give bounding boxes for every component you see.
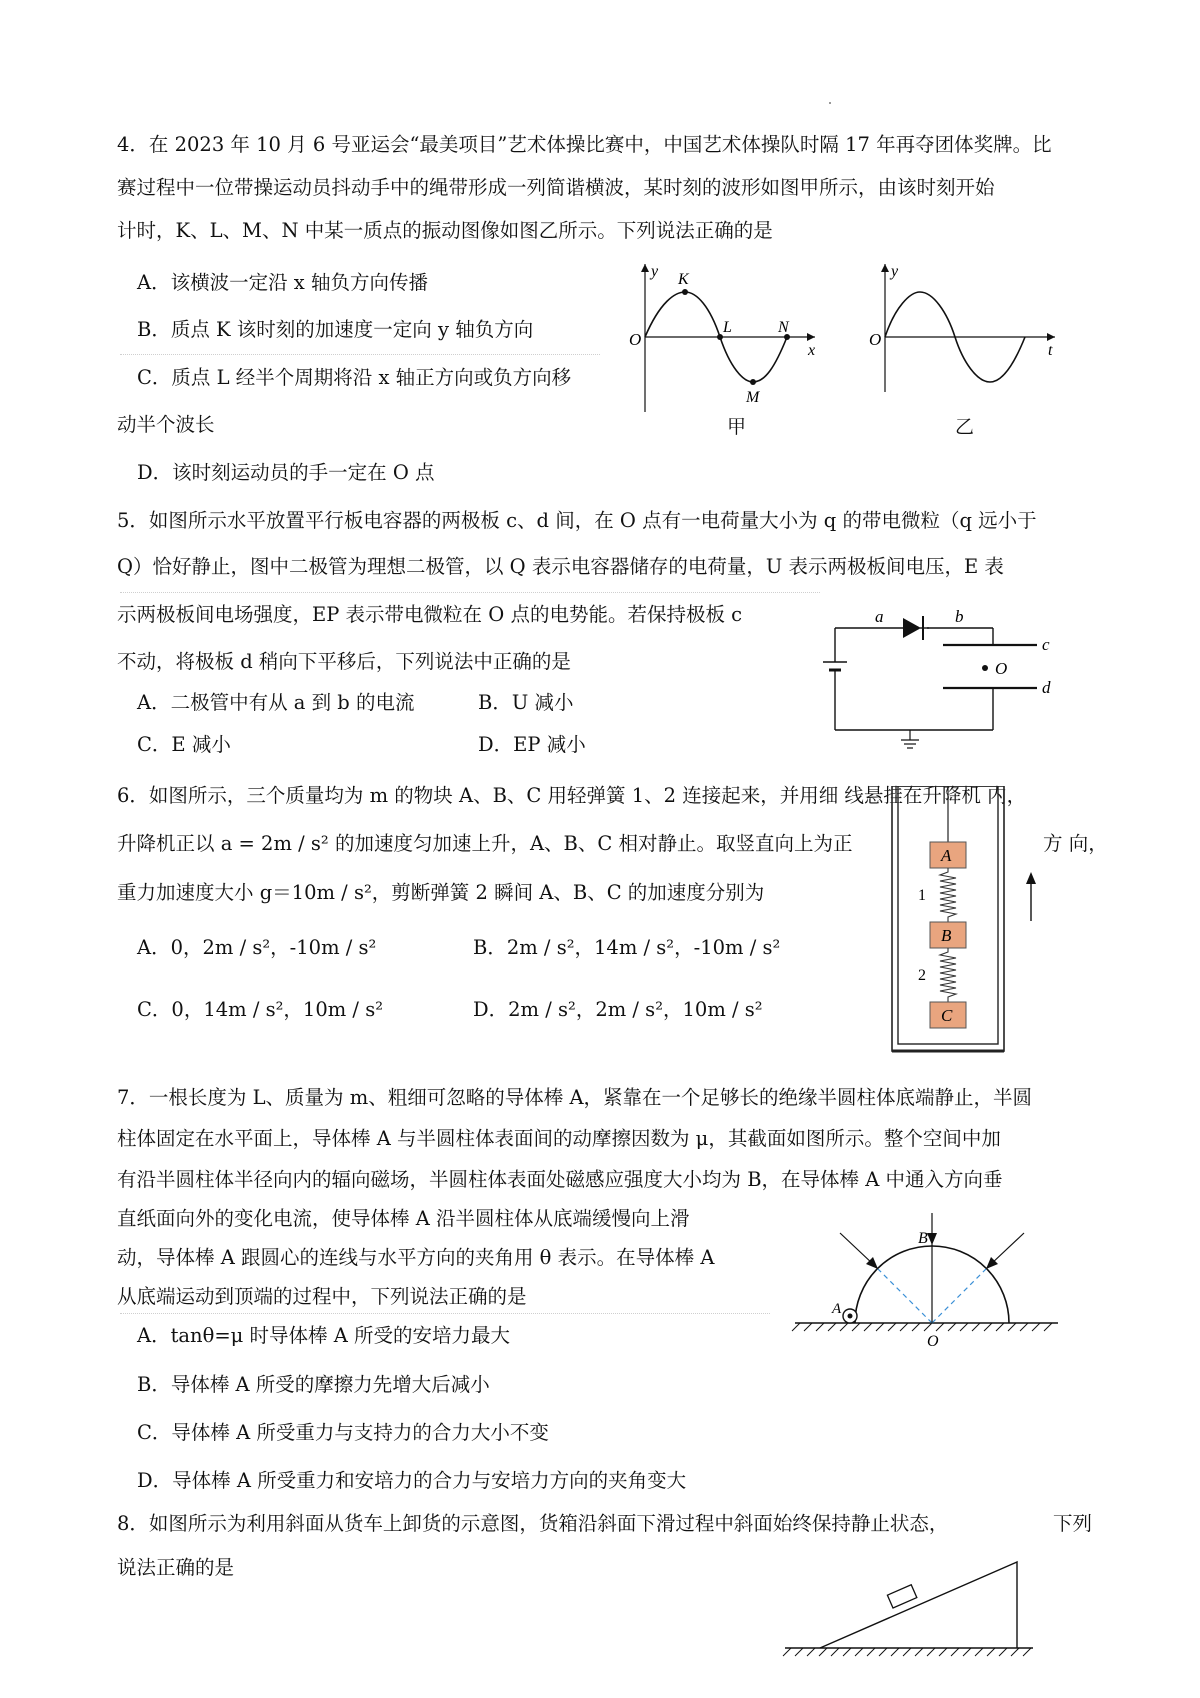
q6-stem-line1: 6．如图所示，三个质量均为 m 的物块 A、B、C 用轻弹簧 1、2 连接起来，并用细 线悬挂在升降机 内， [117,784,1027,807]
figure-capacitor-circuit [815,600,1065,760]
jia-m-label: M [746,389,760,406]
figure-yi-caption: 乙 [955,416,975,438]
yi-y-label: y [891,263,899,280]
divider [120,1313,770,1314]
q4-option-c-line2: 动半个波长 [117,413,215,436]
field-b-label: B [918,1230,928,1247]
divider [120,354,600,355]
jia-y-label: y [651,263,659,280]
q6-stem-line2-end: 方 向， [1043,832,1108,855]
q5-stem-line3: 示两极板间电场强度，EP 表示带电微粒在 O 点的电势能。若保持极板 c [117,603,743,626]
spring-2-label: 2 [918,967,926,984]
circuit-c-label: c [1042,635,1050,654]
yi-t-label: t [1048,342,1053,359]
figure-elevator [890,786,1050,1056]
q8-stem-line2: 说法正确的是 [117,1556,235,1579]
q7-stem-line5: 动，导体棒 A 跟圆心的连线与水平方向的夹角用 θ 表示。在导体棒 A [117,1246,715,1269]
q6-option-c: C．0，14m / s²，10m / s² [137,998,384,1021]
q4-stem-line1: 4．在 2023 年 10 月 6 号亚运会“最美项目”艺术体操比赛中，中国艺术体操队时隔 17 年再夺团体奖牌。比 [117,133,1052,156]
jia-n-label: N [778,319,789,336]
q6-stem-line3: 重力加速度大小 g＝10m / s²，剪断弹簧 2 瞬间 A、B、C 的加速度分别为 [117,881,765,904]
circuit-b-label: b [955,607,964,626]
q7-stem-line1: 7．一根长度为 L、质量为 m、粗细可忽略的导体棒 A，紧靠在一个足够长的绝缘半圆柱体底端静止，半圆 [117,1086,1033,1109]
spring-1-label: 1 [918,887,926,904]
q4-option-c-line1: C．质点 L 经半个周期将沿 x 轴正方向或负方向移 [137,366,572,389]
q7-stem-line3: 有沿半圆柱体半径向内的辐向磁场，半圆柱体表面处磁感应强度大小均为 B，在导体棒 A 中通入方向垂 [117,1168,1003,1191]
circuit-o-label: O [995,659,1008,678]
q7-stem-line2: 柱体固定在水平面上，导体棒 A 与半圆柱体表面间的动摩擦因数为 μ，其截面如图所示。整个空间中加 [117,1127,1001,1150]
q6-option-d: D．2m / s²，2m / s²，10m / s² [473,998,763,1021]
page-dot [829,102,831,104]
q5-option-b: B．U 减小 [478,691,574,714]
q4-stem-line3: 计时，K、L、M、N 中某一质点的振动图像如图乙所示。下列说法正确的是 [117,219,773,242]
block-a-label: A [941,846,952,865]
q7-option-d: D．导体棒 A 所受重力和安培力的合力与安培力方向的夹角变大 [137,1469,687,1492]
figure-jia-wave [615,262,825,432]
q8-stem-line1: 8．如图所示为利用斜面从货车上卸货的示意图，货箱沿斜面下滑过程中斜面始终保持静止状态， [117,1512,949,1535]
jia-origin-label: O [629,330,642,349]
q5-stem-line2: Q）恰好静止，图中二极管为理想二极管，以 Q 表示电容器储存的电荷量，U 表示两极板间电压，E 表 [117,555,1004,578]
q6-stem-line2: 升降机正以 a = 2m / s² 的加速度匀加速上升，A、B、C 相对静止。取竖直向上为正 [117,832,853,855]
figure-jia-caption: 甲 [727,416,747,438]
q4-option-d: D．该时刻运动员的手一定在 O 点 [137,461,435,484]
q4-option-b: B．质点 K 该时刻的加速度一定向 y 轴负方向 [137,318,534,341]
q7-option-b: B．导体棒 A 所受的摩擦力先增大后减小 [137,1373,490,1396]
q5-option-c: C．E 减小 [137,733,231,756]
q5-stem-line1: 5．如图所示水平放置平行板电容器的两极板 c、d 间，在 O 点有一电荷量大小为 q 的带电微粒（q 远小于 [117,509,1037,532]
q6-option-a: A．0，2m / s²，-10m / s² [137,936,377,959]
q6-option-b: B．2m / s²，14m / s²，-10m / s² [473,936,781,959]
q5-stem-line4: 不动，将极板 d 稍向下平移后，下列说法中正确的是 [117,650,571,673]
q7-stem-line4: 直纸面向外的变化电流，使导体棒 A 沿半圆柱体从底端缓慢向上滑 [117,1207,690,1230]
center-o-label: O [927,1333,939,1350]
q4-stem-line2: 赛过程中一位带操运动员抖动手中的绳带形成一列简谐横波，某时刻的波形如图甲所示，由该时刻开始 [117,176,995,199]
block-b-label: B [941,926,952,945]
q7-option-a: A．tanθ=μ 时导体棒 A 所受的安培力最大 [137,1324,511,1347]
q4-option-a: A．该横波一定沿 x 轴负方向传播 [137,271,428,294]
divider [120,592,820,593]
circuit-a-label: a [875,607,884,626]
jia-x-label: x [808,342,816,359]
q8-stem-line1-end: 下列 [1053,1512,1093,1535]
figure-yi-vibration [855,262,1065,402]
figure-half-cylinder [790,1205,1070,1355]
yi-origin-label: O [869,330,882,349]
block-c-label: C [941,1006,953,1025]
q7-stem-line6: 从底端运动到顶端的过程中，下列说法正确的是 [117,1285,527,1308]
q5-option-d: D．EP 减小 [478,733,586,756]
jia-l-label: L [723,319,732,336]
q5-option-a: A．二极管中有从 a 到 b 的电流 [137,691,415,714]
figure-incline [775,1550,1045,1670]
q7-option-c: C．导体棒 A 所受重力与支持力的合力大小不变 [137,1421,549,1444]
circuit-d-label: d [1042,678,1051,697]
jia-k-label: K [678,271,689,288]
rod-a-label: A [832,1301,842,1317]
